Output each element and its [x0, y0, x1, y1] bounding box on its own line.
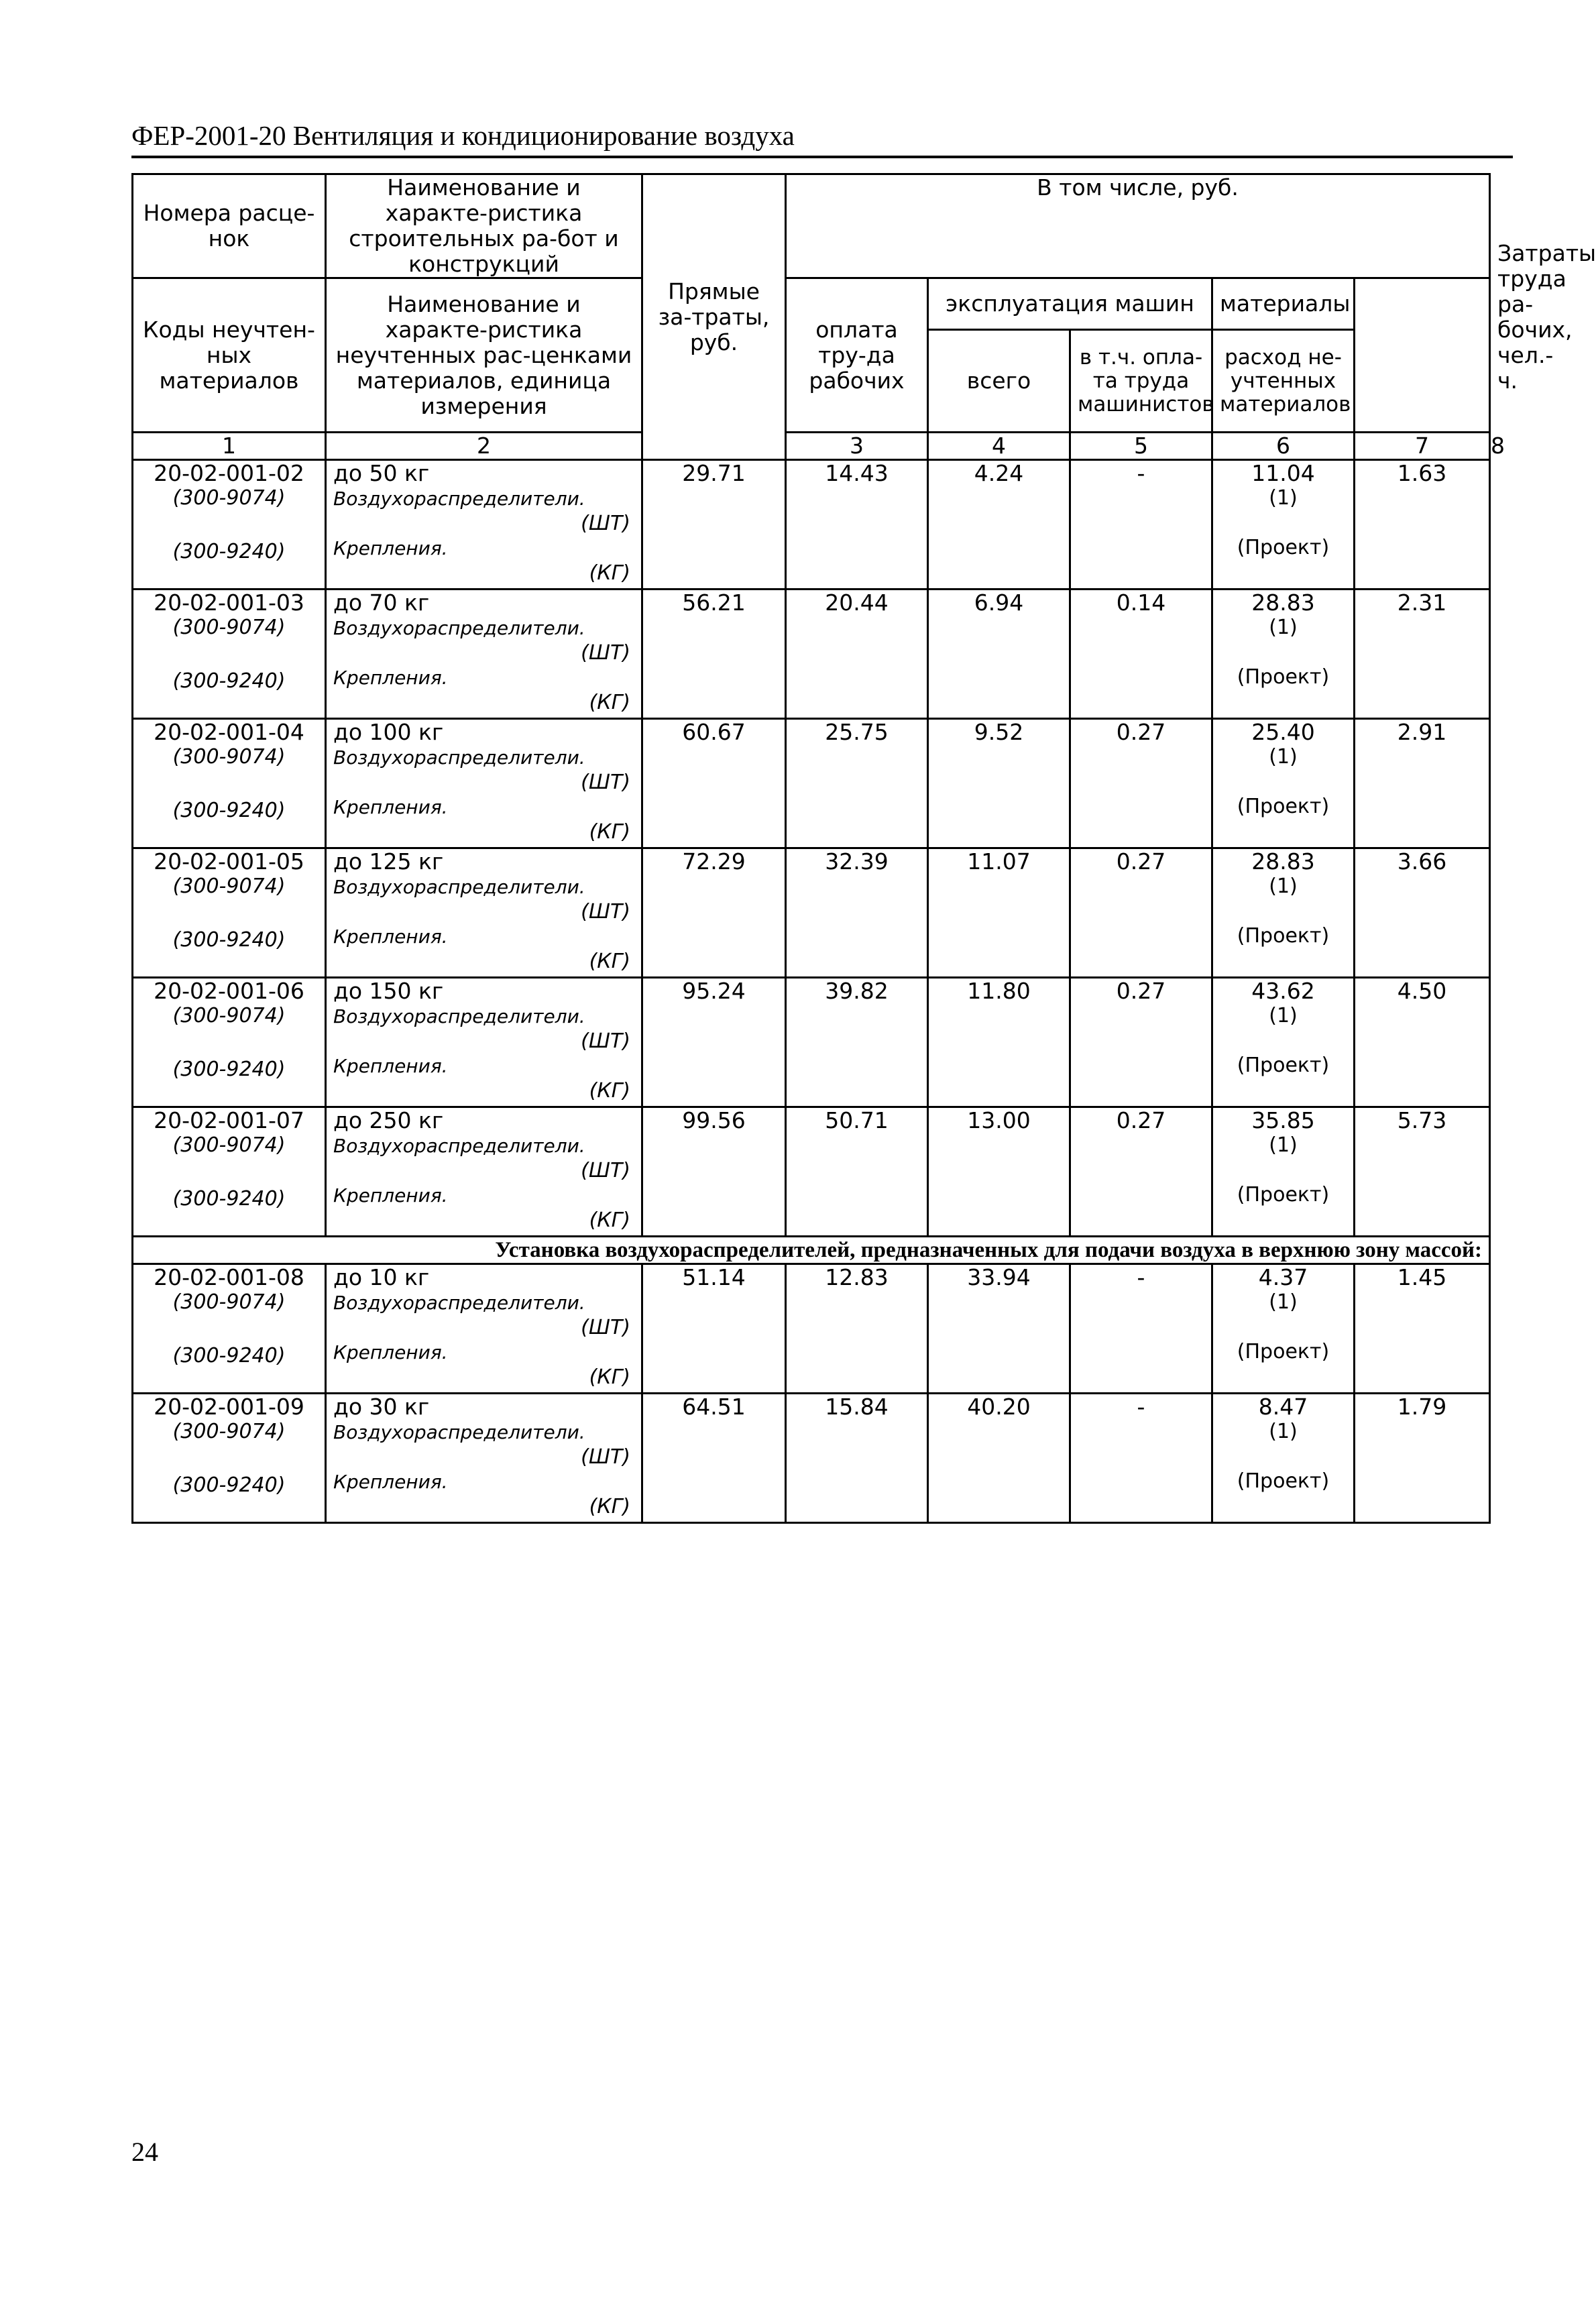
material-unit: (ШТ): [581, 900, 630, 923]
labor-pay-value: 39.82: [786, 978, 928, 1107]
machinists-pay-value: -: [1070, 1264, 1212, 1394]
rate-code-cell: [133, 978, 326, 1107]
material-name: Крепления.: [333, 1471, 448, 1493]
material-name: Крепления.: [333, 1184, 448, 1207]
machines-total-value: 40.20: [928, 1394, 1070, 1523]
machinists-pay-value: 0.27: [1070, 848, 1212, 978]
page-number: 24: [131, 2137, 158, 2167]
labor-hours-value: 5.73: [1355, 1107, 1490, 1237]
materials-value: 11.04: [1251, 460, 1315, 486]
direct-costs-value: 72.29: [642, 848, 786, 978]
material-note: (1): [1269, 486, 1298, 510]
material-code: (300-9240): [172, 928, 286, 952]
name-cell: [326, 1394, 642, 1523]
material-name: Крепления.: [333, 667, 448, 689]
materials-value: 35.85: [1251, 1107, 1315, 1133]
direct-costs-value: 29.71: [642, 460, 786, 590]
machines-total-value: 9.52: [928, 719, 1070, 848]
header-machinists-pay: в т.ч. опла-та труда машинистов: [1070, 330, 1212, 433]
direct-costs-value: 51.14: [642, 1264, 786, 1394]
material-name: Воздухораспределители.: [333, 746, 585, 769]
header-machine-operation: эксплуатация машин: [928, 278, 1212, 330]
materials-cell: [1212, 978, 1355, 1107]
labor-pay-value: 15.84: [786, 1394, 928, 1523]
machines-total-value: 11.07: [928, 848, 1070, 978]
header-direct-costs: Прямые за-траты, руб.: [642, 174, 786, 460]
rate-code: 20-02-001-02: [154, 460, 304, 486]
materials-cell: [1212, 719, 1355, 848]
materials-value: 43.62: [1251, 978, 1315, 1004]
material-name: Воздухораспределители.: [333, 488, 585, 510]
material-unit: (КГ): [589, 950, 630, 973]
header-material-name: Наименование и характе-ристика неучтенных рас-ценками материалов, единица измерения: [326, 278, 642, 433]
labor-hours-value: 4.50: [1355, 978, 1490, 1107]
machines-total-value: 11.80: [928, 978, 1070, 1107]
labor-hours-value: 3.66: [1355, 848, 1490, 978]
material-unit: (КГ): [589, 691, 630, 714]
labor-pay-value: 25.75: [786, 719, 928, 848]
labor-hours-value: 2.31: [1355, 590, 1490, 719]
material-note: (Проект): [1237, 1469, 1330, 1493]
material-unit: (ШТ): [581, 1029, 630, 1053]
column-number: 6: [1212, 433, 1355, 460]
table-row: [133, 1394, 1490, 1523]
rate-code: 20-02-001-06: [154, 978, 304, 1004]
column-number: 3: [786, 433, 928, 460]
material-name: Воздухораспределители.: [333, 876, 585, 898]
material-code: (300-9074): [172, 1420, 286, 1443]
material-unit: (ШТ): [581, 512, 630, 535]
column-number: 4: [928, 433, 1070, 460]
direct-costs-value: 95.24: [642, 978, 786, 1107]
material-name: Крепления.: [333, 926, 448, 948]
material-note: (Проект): [1237, 1183, 1330, 1207]
table-row: [133, 978, 1490, 1107]
material-code: (300-9240): [172, 1344, 286, 1367]
direct-costs-value: 64.51: [642, 1394, 786, 1523]
material-name: Воздухораспределители.: [333, 1292, 585, 1314]
material-code: (300-9074): [172, 616, 286, 639]
machinists-pay-value: 0.27: [1070, 978, 1212, 1107]
table-row: [133, 719, 1490, 848]
machinists-pay-value: 0.14: [1070, 590, 1212, 719]
materials-value: 4.37: [1258, 1264, 1308, 1290]
materials-cell: [1212, 590, 1355, 719]
work-name: до 30 кг: [333, 1394, 430, 1420]
header-machines-total: всего: [928, 330, 1070, 433]
work-name: до 250 кг: [333, 1107, 444, 1133]
machinists-pay-value: -: [1070, 460, 1212, 590]
header-labor-pay: оплата тру-да рабочих: [786, 278, 928, 433]
labor-pay-value: 14.43: [786, 460, 928, 590]
material-unit: (ШТ): [581, 1445, 630, 1469]
name-cell: [326, 590, 642, 719]
name-cell: [326, 1264, 642, 1394]
materials-value: 8.47: [1258, 1394, 1308, 1420]
labor-hours-value: 1.63: [1355, 460, 1490, 590]
material-unit: (ШТ): [581, 1159, 630, 1182]
machinists-pay-value: 0.27: [1070, 1107, 1212, 1237]
name-cell: [326, 1107, 642, 1237]
machinists-pay-value: 0.27: [1070, 719, 1212, 848]
material-unit: (КГ): [589, 1209, 630, 1232]
rate-code-cell: [133, 590, 326, 719]
labor-hours-value: 1.45: [1355, 1264, 1490, 1394]
column-number: 2: [326, 433, 642, 460]
material-note: (Проект): [1237, 665, 1330, 689]
rate-code-cell: [133, 848, 326, 978]
direct-costs-value: 56.21: [642, 590, 786, 719]
materials-value: 25.40: [1251, 719, 1315, 745]
rate-code: 20-02-001-07: [154, 1107, 304, 1133]
header-rate-numbers: Номера расце-нок: [133, 174, 326, 278]
work-name: до 150 кг: [333, 978, 444, 1004]
header-material-codes: Коды неучтен-ных материалов: [133, 278, 326, 433]
labor-hours-value: 2.91: [1355, 719, 1490, 848]
material-name: Крепления.: [333, 537, 448, 559]
rate-code: 20-02-001-03: [154, 590, 304, 616]
material-note: (1): [1269, 1420, 1298, 1443]
labor-pay-value: 20.44: [786, 590, 928, 719]
materials-cell: [1212, 460, 1355, 590]
name-cell: [326, 460, 642, 590]
work-name: до 100 кг: [333, 719, 444, 745]
material-name: Крепления.: [333, 1341, 448, 1363]
machines-total-value: 4.24: [928, 460, 1070, 590]
material-note: (1): [1269, 745, 1298, 769]
materials-cell: [1212, 1107, 1355, 1237]
material-unit: (ШТ): [581, 771, 630, 794]
material-code: (300-9074): [172, 1290, 286, 1314]
material-note: (1): [1269, 1290, 1298, 1314]
material-unit: (ШТ): [581, 1316, 630, 1339]
table-row: [133, 590, 1490, 719]
page-header-title: ФЕР-2001-20 Вентиляция и кондиционирование воздуха: [131, 119, 1513, 158]
rate-code-cell: [133, 719, 326, 848]
material-code: (300-9240): [172, 669, 286, 693]
material-note: (Проект): [1237, 924, 1330, 948]
section-row: [133, 1237, 1490, 1264]
material-unit: (КГ): [589, 561, 630, 585]
materials-cell: [1212, 1394, 1355, 1523]
material-note: (Проект): [1237, 1340, 1330, 1363]
name-cell: [326, 719, 642, 848]
header-materials: материалы: [1212, 278, 1355, 330]
materials-cell: [1212, 848, 1355, 978]
material-code: (300-9240): [172, 1058, 286, 1081]
material-name: Воздухораспределители.: [333, 617, 585, 639]
material-note: (1): [1269, 616, 1298, 639]
rate-code-cell: [133, 1107, 326, 1237]
table-row: [133, 1107, 1490, 1237]
material-code: (300-9240): [172, 799, 286, 822]
material-note: (1): [1269, 1004, 1298, 1027]
rate-code: 20-02-001-09: [154, 1394, 304, 1420]
material-code: (300-9240): [172, 1473, 286, 1497]
table-row: [133, 848, 1490, 978]
material-code: (300-9074): [172, 1004, 286, 1027]
work-name: до 10 кг: [333, 1264, 430, 1290]
material-note: (Проект): [1237, 1054, 1330, 1077]
work-name: до 70 кг: [333, 590, 430, 616]
material-name: Воздухораспределители.: [333, 1135, 585, 1157]
material-code: (300-9240): [172, 540, 286, 563]
machines-total-value: 13.00: [928, 1107, 1070, 1237]
material-note: (1): [1269, 1133, 1298, 1157]
materials-value: 28.83: [1251, 848, 1315, 875]
material-unit: (ШТ): [581, 641, 630, 665]
header-work-name: Наименование и характе-ристика строительных ра-бот и конструкций: [326, 174, 642, 278]
column-number: 5: [1070, 433, 1212, 460]
labor-pay-value: 12.83: [786, 1264, 928, 1394]
material-code: (300-9240): [172, 1187, 286, 1211]
material-code: (300-9074): [172, 1133, 286, 1157]
direct-costs-value: 99.56: [642, 1107, 786, 1237]
material-name: Воздухораспределители.: [333, 1421, 585, 1443]
material-name: Крепления.: [333, 1055, 448, 1077]
material-code: (300-9074): [172, 745, 286, 769]
rate-code: 20-02-001-04: [154, 719, 304, 745]
name-cell: [326, 978, 642, 1107]
rate-code-cell: [133, 460, 326, 590]
labor-pay-value: 50.71: [786, 1107, 928, 1237]
material-code: (300-9074): [172, 486, 286, 510]
machines-total-value: 33.94: [928, 1264, 1070, 1394]
material-code: (300-9074): [172, 875, 286, 898]
rate-code-cell: [133, 1394, 326, 1523]
work-name: до 50 кг: [333, 460, 430, 486]
rate-code-cell: [133, 1264, 326, 1394]
name-cell: [326, 848, 642, 978]
table-row: [133, 460, 1490, 590]
material-unit: (КГ): [589, 1079, 630, 1103]
section-title: Установка воздухораспределителей, предназначенных для подачи воздуха в верхнюю зону массой:: [133, 1237, 1490, 1264]
material-note: (Проект): [1237, 795, 1330, 818]
labor-pay-value: 32.39: [786, 848, 928, 978]
material-unit: (КГ): [589, 1495, 630, 1518]
header-including: В том числе, руб.: [786, 174, 1490, 278]
header-unaccounted-materials: расход не-учтенных материалов: [1212, 330, 1355, 433]
material-name: Крепления.: [333, 796, 448, 818]
machines-total-value: 6.94: [928, 590, 1070, 719]
machinists-pay-value: -: [1070, 1394, 1212, 1523]
materials-cell: [1212, 1264, 1355, 1394]
labor-hours-value: 1.79: [1355, 1394, 1490, 1523]
material-unit: (КГ): [589, 1365, 630, 1389]
material-unit: (КГ): [589, 820, 630, 844]
table-row: [133, 1264, 1490, 1394]
rate-code: 20-02-001-08: [154, 1264, 304, 1290]
rates-table: Номера расце-нок Наименование и характе-ристика строительных ра-бот и конструкций Прямые за-траты, руб. В том числе, руб. Затраты труда ра-бочих, чел.-ч. Коды неучтен-ных материалов Наименование и характе-ристика неучтенных рас-ценками материалов, единица измерения оплата тру-да рабочих эксплуатация машин материалы всего в т.ч. опла-та труда машинистов расход не-учтенных материалов 1 2 3 4 5 6 7 8 20-02-001-02 (300-9074) (300-9240) до 50 кг Воздухораспределители. (ШТ) Крепления. (КГ) 29.71 14.43 4.24 - 11.04 (1) (Проект) 1.63 20-02-001-03 (300-9074) (300-9240) до 70 кг Воздухораспределители. (ШТ) Крепления. (КГ) 56.21 20.44 6.94 0.14 28.83 (1) (Проект) 2.31 20-02-001-04 (300-9074) (300-9240) до 100 кг Воздухораспределители. (ШТ) Крепления. (КГ) 60.67 25.75 9.52 0.27 25.40 (1) (Проект) 2.91 20-02-001-05 (300-9074) (300-9240) до 125 кг Воздухораспределители. (ШТ) Крепления. (КГ) 72.29 32.39 11.07 0.27 28.83 (1) (Проект) 3.66 20-02-001-06 (300-9074) (300-9240) до 150 кг Воздухораспределители. (ШТ) Крепления. (КГ) 95.24 39.82 11.80 0.27 43.62 (1) (Проект) 4.50 20-02-001-07 (300-9074) (300-9240) до 250 кг Воздухораспределители. (ШТ) Крепления. (КГ) 99.56 50.71 13.00 0.27 35.85 (1) (Проект) 5.73 Установка воздухораспределителей, предназначенных для подачи воздуха в верхнюю зону массой: 20-02-001-08 (300-9074) (300-9240) до 10 кг Воздухораспределители. (ШТ) Крепления. (КГ) 51.14 12.83 33.94 - 4.37 (1) (Проект) 1.45 20-02-001-09 (300-9074) (300-9240) до 30 кг Воздухораспределители. (ШТ) Крепления. (КГ) 64.51 15.84 40.20 - 8.47 (1) (Проект) 1.79: [131, 173, 1491, 1524]
column-number: 7: [1355, 433, 1490, 460]
direct-costs-value: 60.67: [642, 719, 786, 848]
rate-code: 20-02-001-05: [154, 848, 304, 875]
material-note: (Проект): [1237, 536, 1330, 559]
material-name: Воздухораспределители.: [333, 1005, 585, 1027]
work-name: до 125 кг: [333, 848, 444, 875]
column-number: 1: [133, 433, 326, 460]
materials-value: 28.83: [1251, 590, 1315, 616]
material-note: (1): [1269, 875, 1298, 898]
